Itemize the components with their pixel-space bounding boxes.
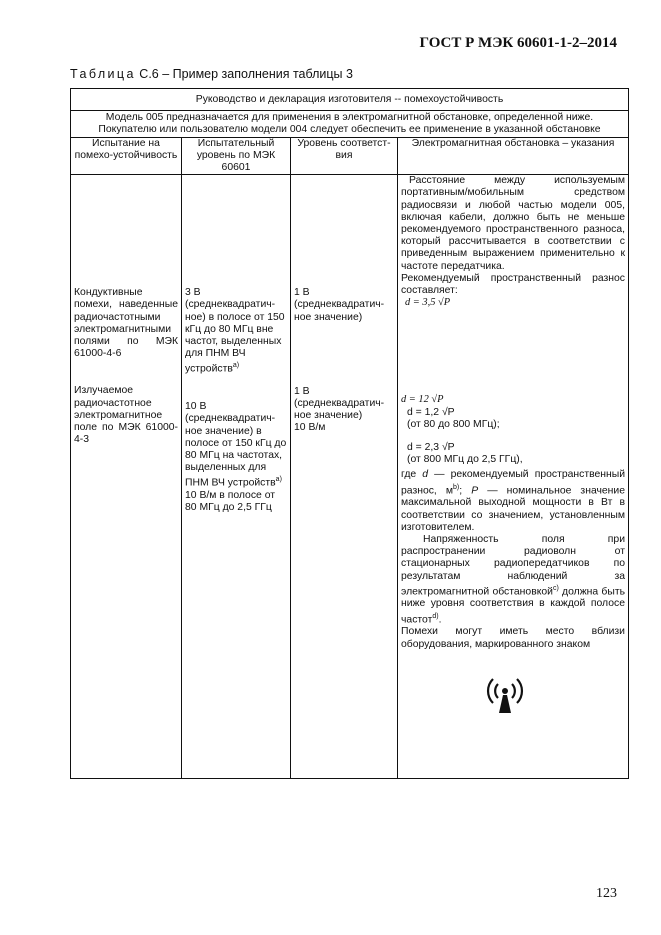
intro-line-2: Покупателю или пользователю модели 004 следует обеспечить ее применение в указанной обстановке	[98, 124, 601, 136]
column-header-test: Испытание на помехо-устойчивость	[71, 137, 182, 175]
column-header-compliance: Уровень соответст-вия	[291, 137, 398, 175]
caption-title: Пример заполнения таблицы 3	[172, 67, 353, 81]
formula-3-range: (от 80 до 800 МГц);	[407, 418, 500, 430]
p3b-text: должна быть ниже уровня соответствия в каждой полосе частот	[401, 586, 626, 626]
caption-label: Таблица	[70, 67, 136, 81]
note-b: b)	[453, 483, 460, 491]
where-1: где	[401, 469, 417, 481]
note-d: d)	[432, 612, 439, 620]
guidance-p4: Помехи могут иметь место вблизи оборудования, маркированного знаком	[401, 626, 625, 650]
guidance-cell	[398, 175, 629, 779]
guidance-p2: Рекомендуемый пространственный разнос составляет:	[401, 272, 625, 297]
compliance-radiated: 1 В (среднеквадратич-ное значение)	[294, 385, 385, 422]
formula-4-range: (от 800 МГц до 2,5 ГГц),	[407, 454, 523, 466]
caption-dash: –	[162, 67, 170, 81]
note-a-2: а)	[275, 476, 282, 484]
where-3: ;	[459, 485, 472, 497]
level-radiated-field: 10 В/м в полосе от 80 МГц до 2,5 ГГц	[185, 490, 276, 514]
formula-1: d = 3,5 √P	[405, 297, 451, 309]
where-d: d	[422, 469, 429, 481]
note-a-1: а)	[232, 362, 240, 370]
where-4: — номинальное значение максимальной выходной мощности в Вт в соответствии со значением, установленным изготовителем.	[401, 485, 626, 533]
compliance-conducted: 1 В (среднеквадратич-ное значение)	[294, 287, 385, 323]
guidance-where	[401, 469, 625, 533]
page-number: 123	[596, 886, 617, 901]
table-intro	[71, 111, 629, 137]
intro-line-1: Модель 005 предназначается для применения в электромагнитной обстановке, определенной ниже.	[105, 112, 594, 124]
level-radiated	[185, 401, 287, 490]
standard-code: ГОСТ Р МЭК 60601-1-2–2014	[419, 35, 617, 51]
test-radiated: Излучаемое радиочастотное электромагнитное поле по МЭК 61000-4-3	[74, 385, 178, 446]
level-radiated-text: 10 В (среднеквадратич-ное значение) в полосе от 150 кГц до 80 МГц на частотах, выделенных для ПНМ ВЧ устройств	[185, 401, 287, 489]
immunity-table	[70, 88, 629, 779]
formula-2: d = 12 √P	[401, 394, 444, 406]
test-cell	[71, 175, 182, 779]
table-caption	[70, 67, 353, 81]
compliance-radiated-field: 10 В/м	[294, 422, 326, 434]
caption-number: С.6	[139, 67, 159, 81]
column-header-guidance: Электромагнитная обстановка – указания	[398, 137, 629, 175]
p3-text: Напряженность поля при распространении радиоволн от стационарных радиопередатчиков по результатам наблюдений за электромагнитной обстановкой	[401, 533, 625, 598]
formula-3: d = 1,2 √P	[407, 406, 455, 418]
test-conducted: Кондуктивные помехи, наведенные радиочастотными электромагнитными полями по МЭК 61000-4-6	[74, 287, 178, 360]
level-cell	[182, 175, 291, 779]
compliance-cell	[291, 175, 398, 779]
p3-end: .	[438, 614, 442, 626]
level-conducted-text: 3 В (среднеквадратич-ное) в полосе от 150 кГц до 80 МГц вне частот, выделенных для ПНМ ВЧ устройств	[185, 287, 285, 375]
table-title: Руководство и декларация изготовителя -- помехоустойчивость	[71, 89, 629, 111]
column-header-level: Испытательный уровень по МЭК 60601	[182, 137, 291, 175]
note-c: с)	[552, 584, 559, 592]
guidance-p3	[401, 534, 625, 626]
formula-4: d = 2,3 √P	[407, 442, 455, 454]
where-2: — рекомендуемый пространственный разнос, м	[401, 469, 626, 497]
non-ionizing-radiation-symbol	[481, 671, 529, 719]
guidance-p1: Расстояние между используемым портативным/мобильным средством радиосвязи и любой частью модели 005, включая кабели, должно быть не меньше рекомендуемого пространственного разноса, который рассчитывается в соответствии с приведенным выражением применительно к частоте передатчика.	[401, 175, 625, 272]
level-conducted	[185, 287, 287, 376]
where-p: P	[471, 485, 479, 497]
